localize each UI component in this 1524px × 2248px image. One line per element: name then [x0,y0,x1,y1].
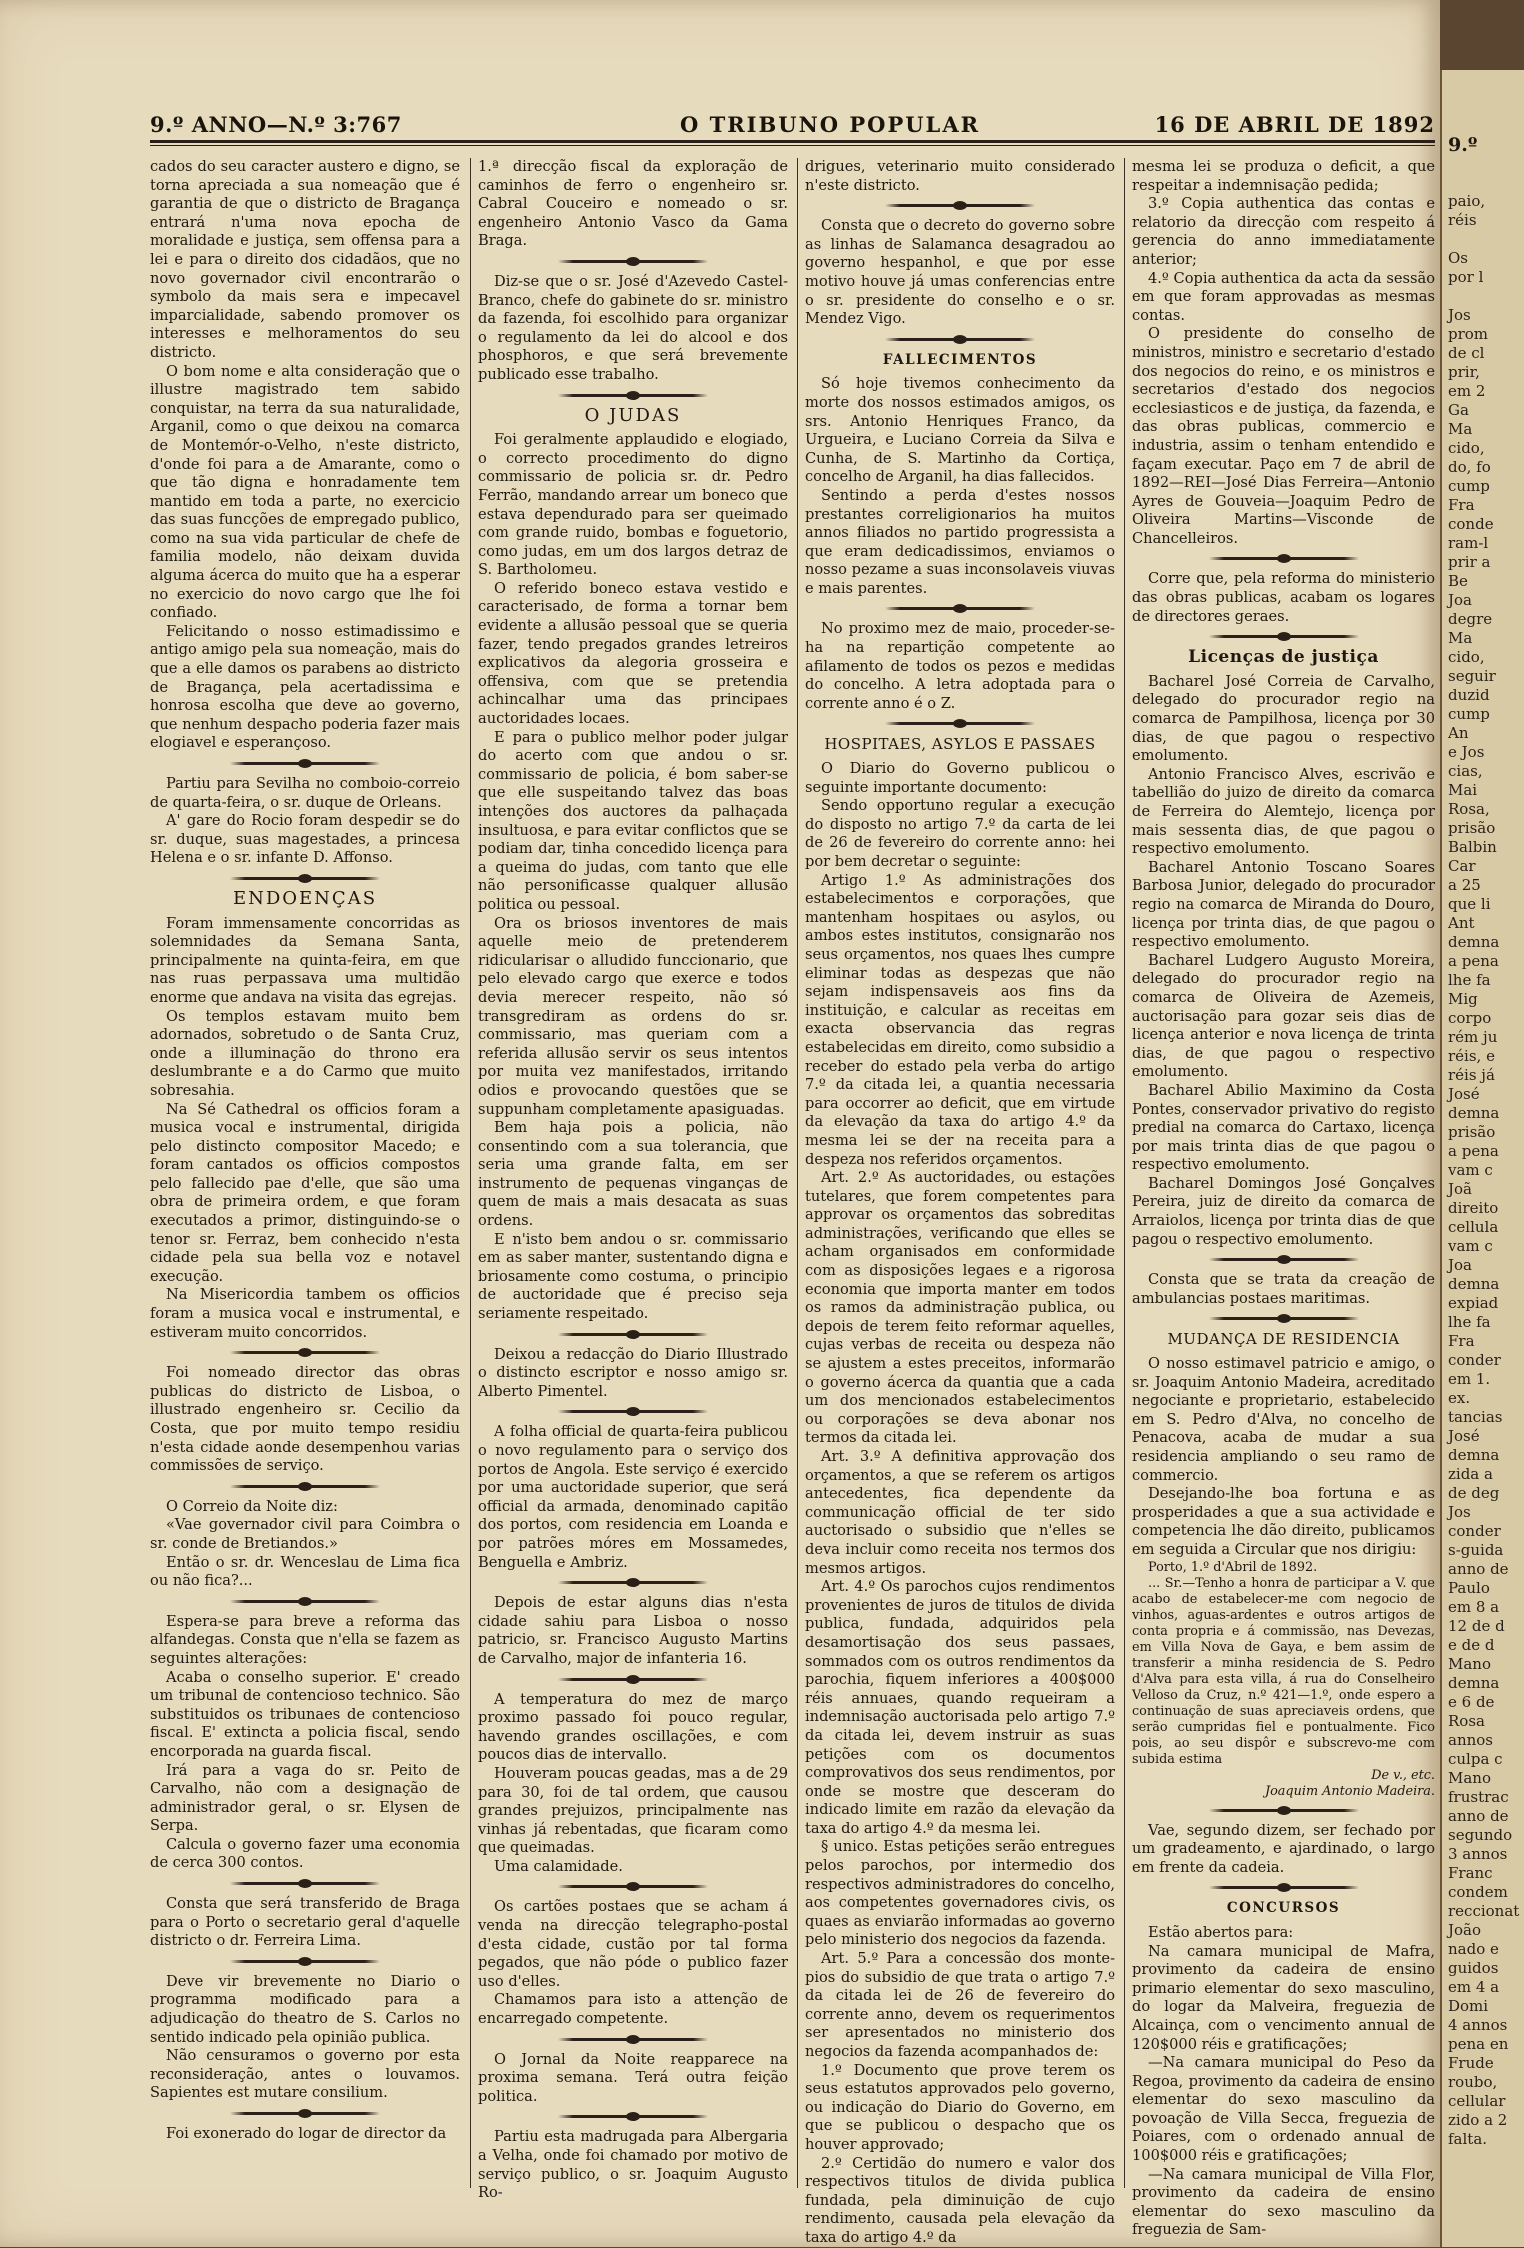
paragraph: Consta que o decreto do governo sobre as linhas de Salamanca desagradou ao governo hespanhol, e que por esse motivo houve já umas conferencias entre o sr. presidente do conselho e o sr. Mendez Vigo. [805,217,1115,328]
adjacent-page-line: e Jos [1448,743,1485,761]
adjacent-page-line: 12 de d [1448,1617,1505,1635]
section-divider [230,877,380,880]
adjacent-page-line: cido, [1448,439,1485,457]
paragraph: Não censuramos o governo por esta reconsideração, antes o louvamos. Sapientes est mutare consilium. [150,2047,460,2102]
adjacent-page-line: zido a 2 [1448,2111,1508,2129]
adjacent-page-line: lhe fa [1448,1313,1491,1331]
paragraph: Foi nomeado director das obras publicas do districto de Lisboa, o illustrado engenheiro sr. Cecilio da Costa, que por muito tempo residiu n'esta cidade aonde desempenhou varias commissões de serviço. [150,1364,460,1475]
paragraph: Na Misericordia tambem os officios foram a musica vocal e instrumental, e estiveram muito concorridos. [150,1286,460,1341]
paragraph: Bacharel José Correia de Carvalho, delegado do procurador regio na comarca de Pampilhosa, licença por 30 dias, de que pagou o respectivo emolumento. [1132,672,1435,765]
section-divider [558,2115,708,2118]
adjacent-page-line: corpo [1448,1009,1492,1027]
paragraph: 1.º Documento que prove terem os seus estatutos approvados pelo governo, ou indicação do Diario do Governo, em que se publicou o despacho que os houver approvado; [805,2061,1115,2153]
adjacent-page-line: demna [1448,933,1500,951]
adjacent-page-line: vam c [1448,1237,1493,1255]
adjacent-page-line: roubo, [1448,2073,1498,2091]
adjacent-page-line: demna [1448,1674,1500,1692]
adjacent-page-line: zida a [1448,1465,1493,1483]
paragraph: —Na camara municipal de Villa Flor, provimento da cadeira de ensino elementar do sexo masculino da freguezia de Sam- [1132,2165,1435,2239]
paragraph: Bacharel Abilio Maximino da Costa Pontes, conservador privativo do registo predial na comarca do Cartaxo, licença por mais trinta dias de que pagou o respectivo emolumento. [1132,1081,1435,1174]
adjacent-page-line: vam c [1448,1161,1493,1179]
adjacent-page-line: José [1448,1085,1480,1103]
adjacent-page-line: demna [1448,1446,1500,1464]
section-heading: HOSPITAES, ASYLOS E PASSAES [824,735,1096,754]
adjacent-page-line: em 1. [1448,1370,1491,1388]
adjacent-page-line: demna [1448,1104,1500,1122]
section-divider [1209,1886,1359,1889]
section-divider [885,204,1035,207]
adjacent-page-line: Rosa, [1448,800,1490,818]
paragraph: E para o publico melhor poder julgar do acerto com que andou o sr. commissario de policia, é bom saber-se que elle suspeitando talvez das boas intenções dos auctores da palhaçada insultuosa, e para evitar conflictos que se podiam dar, tinha concedido licença para a queima do judas, com tanto que elle não personificasse qualquer allusão politica ou pessoal. [478,728,788,913]
paragraph: Chamamos para isto a attenção de encarregado competente. [478,1991,788,2028]
paragraph: Art. 5.º Para a concessão dos monte-pios do subsidio de que trata o artigo 7.º da citada lei de 26 de fevereiro do corrente anno, devem os requerimentos ser apresentados no ministerio dos negocios da fazenda acompanhados de: [805,1950,1115,2060]
adjacent-page-line: e de d [1448,1636,1495,1654]
column-rule [797,158,798,2188]
adjacent-page-line: prisão [1448,1123,1496,1141]
adjacent-page-line: conder [1448,1351,1501,1369]
masthead-rule [150,140,1435,143]
adjacent-page-line: cido, [1448,648,1485,666]
adjacent-page-line: Joa [1448,591,1472,609]
adjacent-page-line: anno de [1448,1560,1509,1578]
adjacent-page-line: falta. [1448,2130,1488,2148]
paragraph: No proximo mez de maio, proceder-se-ha na repartição competente ao afilamento de todos os pezos e medidas do concelho. A letra adoptada para o corrente anno é o Z. [805,620,1115,712]
section-divider [558,1410,708,1413]
adjacent-page-line: conder [1448,1522,1501,1540]
adjacent-page-line: José [1448,1427,1480,1445]
issue-number: 9.º ANNO—N.º 3:767 [150,112,402,137]
paragraph: 3.º Copia authentica das contas e relatorio da direcção com respeito á gerencia do anno immediatamente anterior; [1132,195,1435,268]
paragraph: O referido boneco estava vestido e caracterisado, de forma a tornar bem evidente a allusão pessoal que se queria fazer, tendo pregados grandes letreiros explicativos da alegoria grosseira e offensiva, com que se pretendia achincalhar uma das principaes auctoridades locaes. [478,579,788,728]
paragraph: Acaba o conselho superior. E' creado um tribunal de contencioso technico. São substituidos os tribunaes de contencioso fiscal. E' extincta a policia fiscal, sendo encorporada na guarda fiscal. [150,1668,460,1760]
adjacent-page-line: Joã [1448,1180,1472,1198]
paragraph: Partiu esta madrugada para Albergaria a Velha, onde foi chamado por motivo de serviço publico, o sr. Joaquim Augusto Ro- [478,2128,788,2202]
adjacent-page-line: duzid [1448,686,1490,704]
circular-closing: De v., etc. [1371,1767,1435,1783]
paragraph: 4.º Copia authentica da acta da sessão em que foram approvadas as mesmas contas. [1132,269,1435,324]
adjacent-page-line: cellular [1448,2092,1506,2110]
adjacent-page-line: ex. [1448,1389,1471,1407]
adjacent-page-line: segundo [1448,1826,1513,1844]
column-rule [470,158,471,2188]
adjacent-page-line: em 8 a [1448,1598,1500,1616]
adjacent-page-line: Ma [1448,629,1473,647]
paragraph: Só hoje tivemos conhecimento da morte dos nossos estimados amigos, os srs. Antonio Henriques Franco, da Urgueira, e Luciano Correia da Silva e Cunha, de S. Martinho da Cortiça, concelho de Arganil, ha dias fallecidos. [805,375,1115,486]
paragraph: E n'isto bem andou o sr. commissario em as saber manter, sustentando digna e briosamente como costuma, o principio de auctoridade que é preciso seja seriamente respeitado. [478,1230,788,1323]
adjacent-page-line: Fra [1448,1332,1475,1350]
paragraph: Foi exonerado do logar de director da [166,2125,447,2142]
adjacent-page-line: prir, [1448,363,1480,381]
section-divider [558,2038,708,2041]
section-divider [558,1581,708,1584]
section-divider [558,1885,708,1888]
adjacent-page-line: Balbin [1448,838,1497,856]
adjacent-page-line: pena en [1448,2035,1509,2053]
paragraph: Sentindo a perda d'estes nossos prestantes correligionarios ha muitos annos filiados no partido progressista a que eram dedicadissimos, enviamos o nosso pezame a suas inconsolaveis viuvas e mais parentes. [805,486,1115,597]
section-divider [1209,635,1359,638]
adjacent-page-line: reccionat [1448,1902,1520,1920]
paragraph: Bacharel Ludgero Augusto Moreira, delegado do procurador regio na comarca de Oliveira de Azemeis, auctorisação para gozar seis dias de licença anterior e nova licença de trinta dias, de que pagou o respectivo emolumento. [1132,951,1435,1081]
adjacent-page-line: An [1448,724,1469,742]
quote: «Vae governador civil para Coimbra o sr. conde de Bretiandos.» [150,1516,460,1552]
adjacent-page-line: João [1448,1921,1482,1939]
paragraph: A temperatura do mez de março proximo passado foi pouco regular, havendo grandes oscillações, e com poucos dias de intervallo. [478,1690,788,1764]
paragraph: Felicitando o nosso estimadissimo e antigo amigo pela sua nomeação, mais do que a elle damos os parabens ao districto de Bragança, pela acertadissima e honrosa escolha que deve ao governo, que nenhum despacho poderia fazer mais elogiavel e esperançoso. [150,622,460,752]
section-divider [558,394,708,397]
column-2 [478,158,788,2202]
paragraph: Espera-se para breve a reforma das alfandegas. Consta que n'ella se fazem as seguintes alterações: [150,1612,460,1667]
section-divider [558,1333,708,1336]
adjacent-page-line: Ma [1448,420,1473,438]
adjacent-page-line: cump [1448,477,1490,495]
paragraph: Desejando-lhe boa fortuna e as prosperidades a que a sua actividade e competencia lhe dão direito, publicamos em seguida a Circular que nos dirigiu: [1132,1485,1435,1558]
paragraph: Bacharel Antonio Toscano Soares Barbosa Junior, delegado do procurador regio na comarca de Miranda do Douro, licença por trinta dias, de que pagou o respectivo emolumento. [1132,858,1435,951]
paragraph: O Diario do Governo publicou o seguinte importante documento: [805,760,1115,796]
paragraph: Sendo opportuno regular a execução do disposto no artigo 7.º da carta de lei de 26 de fevereiro do corrente anno: hei por bem decretar o seguinte: [805,797,1115,870]
paragraph: Antonio Francisco Alves, escrivão e tabellião do juizo de direito da comarca de Ferreira do Alemtejo, licença por mais sessenta dias, de que pagou o respectivo emolumento. [1132,765,1435,858]
paragraph: A folha official de quarta-feira publicou o novo regulamento para o serviço dos portos de Angola. Este serviço é exercido por uma auctoridade superior, que será official da armada, denominado capitão dos portos, com residencia em Loanda e por patrões móres em Mossamedes, Benguella e Ambriz. [478,1423,788,1571]
adjacent-page-line: Franc [1448,1864,1493,1882]
paragraph: 1.ª direcção fiscal da exploração de caminhos de ferro o engenheiro sr. Cabral Couceiro e nomeado o sr. engenheiro Antonio Vasco da Gama Braga. [478,158,788,250]
paragraph: Os templos estavam muito bem adornados, sobretudo o de Santa Cruz, onde a illuminação do throno era deslumbrante e a do Carmo que muito sobresahia. [150,1007,460,1099]
paragraph: Uma calamidade. [494,1857,623,1875]
section-divider [230,1351,380,1354]
adjacent-page-line: Paulo [1448,1579,1490,1597]
adjacent-page-line [1442,287,1524,306]
adjacent-page-line: Rosa [1448,1712,1485,1730]
adjacent-page-line: s-guida [1448,1541,1504,1559]
section-divider [230,2112,380,2115]
section-divider [230,1960,380,1963]
newspaper-title: O TRIBUNO POPULAR [680,112,981,137]
paragraph: § unico. Estas petições serão entregues pelos parochos, por intermedio dos respectivos administradores do concelho, aos competentes governadores civis, os quaes as enviarão informadas ao governo pelo ministerio dos negocios da fazenda. [805,1838,1115,1949]
paragraph: Corre que, pela reforma do ministerio das obras publicas, acabam os logares de directores geraes. [1132,570,1435,625]
section-heading: MUDANÇA DE RESIDENCIA [1167,1330,1400,1349]
adjacent-page-edge [1440,70,1524,2247]
paragraph: O bom nome e alta consideração que o illustre magistrado tem sabido conquistar, na terra da sua naturalidade, Arganil, como o que deixou na comarca de Montemór-o-Velho, n'este districto, d'onde foi para a de Amarante, como o que tão digna e honradamente tem mantido em toda a parte, no exercicio das suas funcções de empregado publico, como na sua vida particular de chefe de familia modelo, não deixam duvida alguma ácerca do muito que ha a esperar no exercicio do novo cargo que lhe foi confiado. [150,362,460,622]
adjacent-page-line [1442,230,1524,249]
adjacent-page-line: cump [1448,705,1490,723]
paragraph: —Na camara municipal do Peso da Regoa, provimento da cadeira de ensino elementar do sexo masculino da povoação de Villa Secca, freguezia de Poiares, com o ordenado annual de 100$000 réis e gratificações; [1132,2054,1435,2165]
adjacent-page-line: degre [1448,610,1493,628]
section-divider [885,722,1035,725]
paragraph: Foi geralmente applaudido e elogiado, o correcto procedimento do digno commissario de policia sr. dr. Pedro Ferrão, mandando arrear um boneco que estava dependurado para ser queimado com grande ruido, bombas e foguetorio, como judas, em um dos largos detraz de S. Bartholomeu. [478,431,788,579]
section-divider [885,607,1035,610]
circular-signature: Joaquim Antonio Madeira. [1264,1783,1435,1799]
paragraph: Então o sr. dr. Wenceslau de Lima fica ou não fica?... [150,1553,460,1590]
column-4 [1132,158,1435,2239]
circular-body: ... Sr.—Tenho a honra de participar a V. que acabo de estabelecer-me com negocio de vinhos, aguas-ardentes e outros artigos de conta propria e á commissão, nas Devezas, em Villa Nova de Gaya, e bem assim de transferir a minha residencia de S. Pedro d'Alva para esta villa, á rua do Conselheiro Velloso da Cruz, n.º 421—1.º, onde espero a continuação de suas apreciaveis ordens, que serão cumpridas fiel e pontualmente. Fico pois, ao seu dispôr e subscrevo-me com subida estima [1132,1575,1435,1767]
adjacent-page-line: de cl [1448,344,1485,362]
paragraph: Calcula o governo fazer uma economia de cerca 300 contos. [150,1835,460,1872]
adjacent-page-line: Mig [1448,990,1478,1008]
paragraph: Consta que será transferido de Braga para o Porto o secretario geral d'aquelle districto o dr. Ferreira Lima. [150,1895,460,1950]
paragraph: O Jornal da Noite reapparece na proxima semana. Terá outra feição politica. [478,2050,788,2105]
adjacent-page-line: em 2 [1448,382,1486,400]
paragraph: O presidente do conselho de ministros, ministro e secretario d'estado dos negocios do reino, e os ministros e secretarios d'estado dos negocios ecclesiasticos e de justiça, da fazenda, e das obras publicas, commercio e industria, assim o tenham entendido e façam executar. Paço em 7 de abril de 1892—REI—José Dias Ferreira—Antonio Ayres de Gouveia—Joaquim Pedro de Oliveira Martins—Visconde de Chancelleiros. [1132,325,1435,547]
adjacent-page-line: por l [1448,268,1484,286]
adjacent-page-line: nado e [1448,1940,1499,1958]
adjacent-page-line: Jos [1448,306,1471,324]
adjacent-page-line: Joa [1448,1256,1472,1274]
adjacent-page-line: a pena [1448,952,1499,970]
paragraph: drigues, veterinario muito considerado n'este districto. [805,158,1115,194]
paragraph: Estão abertos para: [1148,1923,1294,1941]
adjacent-page-line: em 4 a [1448,1978,1500,1996]
paragraph: Os cartões postaes que se acham á venda na direcção telegrapho-postal d'esta cidade, custão por tal forma pegados, que não póde o publico fazer uso d'elles. [478,1898,788,1990]
paragraph: Bacharel Domingos José Gonçalves Pereira, juiz de direito da comarca de Arraiolos, licença por trinta dias de que pagou o respectivo emolumento. [1132,1174,1435,1248]
paragraph: 2.º Certidão do numero e valor dos respectivos titulos de divida publica fundada, pela diminuição de cujo rendimento, causada pela elevação da taxa do artigo 4.º da [805,2154,1115,2246]
adjacent-page-line: do, fo [1448,458,1491,476]
adjacent-page-line: réis, e [1448,1047,1495,1065]
section-divider [558,260,708,263]
adjacent-page-line: Fra [1448,496,1475,514]
paragraph: Art. 3.º A definitiva approvação dos orçamentos, a que se referem os artigos antecedentes, fica dependente da communicação official de ter sido auctorisado o subsidio que n'elles se deva incluir como receita nos termos dos mesmos artigos. [805,1448,1115,1577]
adjacent-page-line: e 6 de [1448,1693,1495,1711]
adjacent-page-line: ram-l [1448,534,1489,552]
paragraph: Irá para a vaga do sr. Peito de Carvalho, não com a designação de administrador geral, o sr. Elysen de Serpa. [150,1761,460,1835]
adjacent-page-line: prisão [1448,819,1496,837]
adjacent-page-line: Car [1448,857,1476,875]
adjacent-page-line: cias, [1448,762,1483,780]
adjacent-page-line: a pena [1448,1142,1499,1160]
adjacent-page-line: Be [1448,572,1468,590]
section-divider [230,1882,380,1885]
paragraph: Art. 4.º Os parochos cujos rendimentos provenientes de juros de titulos de divida publica, fundada, adquiridos pela desamortisação dos seus passaes, sommados com os outros rendimentos da parochia, fiquem inferiores a 400$000 réis annuaes, quando requeiram a indemnisação auctorisada pelo artigo 7.º da citada lei, devem instruir as suas petições com os documentos comprovativos dos seus rendimentos, por onde se mostre que desceram do indicado limite em razão da elevação da taxa do artigo 4.º da mesma lei. [805,1578,1115,1837]
adjacent-page-line: Ga [1448,401,1469,419]
adjacent-page-line: Mano [1448,1655,1491,1673]
paragraph: Diz-se que o sr. José d'Azevedo Castel-Branco, chefe do gabinete do sr. ministro da fazenda, foi escolhido para organizar o regulamento da lei do alcool e dos phosphoros, e que será brevemente publicado esse trabalho. [478,272,788,383]
paragraph: O nosso estimavel patricio e amigo, o sr. Joaquim Antonio Madeira, acreditado negociante e proprietario, estabelecido em S. Pedro d'Alva, no concelho de Penacova, acaba de mudar a sua residencia ampliando o seu ramo de commercio. [1132,1355,1435,1484]
column-rule [1124,158,1125,2188]
paragraph: Vae, segundo dizem, ser fechado por um gradeamento, e ajardinado, o largo em frente da cadeia. [1132,1821,1435,1876]
adjacent-page-line: Frude [1448,2054,1494,2072]
paragraph: Houveram poucas geadas, mas a de 29 para 30, foi de tal ordem, que causou grandes prejuizos, principalmente nas vinhas já rebentadas, que ficaram como que queimadas. [478,1764,788,1857]
section-divider [1209,557,1359,560]
adjacent-page-line: tancias [1448,1408,1503,1426]
paragraph: Artigo 1.º As administrações dos estabelecimentos e corporações, que mantenham hospitaes ou asylos, ou ambos estes institutos, consignarão nos seus orçamentos, nos quaes lhes cumpre eliminar todas as despezas que não sejam indispensaveis aos fins da instituição, e calcular as receitas em exacta observancia das regras estabelecidas em direito, como subsidio a receber do estado pela verba do artigo 7.º da citada lei, a quantia necessaria para occorrer ao deficit, que em virtude da elevação da taxa do artigo 4.º da mesma lei se der na receita para a despeza nos referidos orçamentos. [805,871,1115,1168]
paragraph: Bem haja pois a policia, não consentindo com a sua tolerancia, que seria uma grande falta, em ser instrumento de pequenas vinganças de quem de mais a mais desacata as suas ordens. [478,1119,788,1230]
adjacent-page-line: 4 annos [1448,2016,1508,2034]
column-1 [150,158,460,2188]
section-divider [230,762,380,765]
adjacent-page-line: 3 annos [1448,1845,1508,1863]
adjacent-page-line: direito [1448,1199,1499,1217]
adjacent-page-line: annos [1448,1731,1493,1749]
paragraph: Ora os briosos inventores de mais aquelle meio de pretenderem ridicularisar o alludido funccionario, que pelo elevado cargo que exerce e todos devia merecer respeito, não só transgrediram as ordens do sr. commissario, mas queriam com a referida allusão servir os seus intentos por muita vez manifestados, irritando odios e provocando questões que se suppunham completamente apasiguadas. [478,914,788,1118]
paragraph: mesma lei se produza o deficit, a que respeitar a indemnisação pedida; [1132,158,1435,194]
adjacent-page-line: Domi [1448,1997,1489,2015]
section-divider [558,1678,708,1681]
adjacent-page-line: conde [1448,515,1494,533]
paragraph: Partiu para Sevilha no comboio-correio de quarta-feira, o sr. duque de Orleans. [150,775,460,811]
paragraph: Na camara municipal de Mafra, provimento da cadeira de ensino primario elementar do sexo masculino, do logar da Malveira, freguezia de Alcainça, com o vencimento annual de 120$000 réis e gratificações; [1132,1942,1435,2053]
adjacent-page-line: réis [1448,211,1477,229]
masthead-rule-thin [150,145,1435,146]
section-divider [1209,1258,1359,1261]
paragraph: Depois de estar alguns dias n'esta cidade sahiu para Lisboa o nosso patricio, sr. Francisco Augusto Martins de Carvalho, major de infanteria 16. [478,1594,788,1667]
paragraph: Art. 2.º As auctoridades, ou estações tutelares, que forem competentes para approvar os orçamentos das sobreditas administrações, verificando que elles se acham organisados em conformidade com as disposições legaes e a rigorosa economia que importa manter em todos os ramos da administração publica, ou depois de terem feito reformar aquelles, cujas verbas de receita ou despeza não se ajustem a estes preceitos, informarão o governo ácerca da quantia que a cada um dos mencionados estabelecimentos ou corporações se deva abonar nos termos da citada lei. [805,1169,1115,1447]
adjacent-page-line: prir a [1448,553,1491,571]
section-divider [1209,1809,1359,1812]
paragraph: Consta que se trata da creação de ambulancias postaes maritimas. [1132,1271,1435,1307]
adjacent-page-line: rém ju [1448,1028,1498,1046]
adjacent-page-line: Ant [1448,914,1475,932]
adjacent-page-line: Mano [1448,1769,1491,1787]
adjacent-page-line: de deg [1448,1484,1500,1502]
paragraph: cados do seu caracter austero e digno, se torna apreciada a sua nomeação que é garantia de que o districto de Bragança entrará n'uma nova epocha de moralidade e justiça, sem offensa para a lei e para o direito dos cidadãos, que no novo governador civil encontrarão o symbolo da mais sera e impecavel imparcialidade, sabendo promover os interesses e melhoramentos do seu districto. [150,158,460,361]
section-heading: ENDOENÇAS [232,887,378,909]
adjacent-page-line: Jos [1448,1503,1471,1521]
adjacent-page-line: prom [1448,325,1489,343]
adjacent-page-line: paio, [1448,192,1486,210]
section-heading: CONCURSOS [1226,1900,1341,1917]
adjacent-page-line: Os [1448,249,1468,267]
adjacent-page-line: réis já [1448,1066,1495,1084]
paragraph: Na Sé Cathedral os officios foram a musica vocal e instrumental, dirigida pelo distincto compositor Macedo; e foram cantados os officios compostos pelo fallecido pae d'elle, que são uma obra de primeira ordem, e que foram executados a primor, distinguindo-se o tenor sr. Ferraz, bem conhecido n'esta cidade pela sua bella voz e notavel execução. [150,1100,460,1285]
adjacent-page-line: frustrac [1448,1788,1509,1806]
adjacent-page-line: culpa c [1448,1750,1503,1768]
paragraph: Deixou a redacção do Diario Illustrado o distincto escriptor e nosso amigo sr. Alberto Pimentel. [478,1345,788,1400]
adjacent-page-line: guidos [1448,1959,1499,1977]
adjacent-page-line: seguir [1448,667,1496,685]
adjacent-page-header: 9.º [1448,134,1478,156]
section-divider [1209,1317,1359,1320]
adjacent-page-line: a 25 [1448,876,1481,894]
masthead [150,110,1435,140]
adjacent-page-line: expiad [1448,1294,1499,1312]
adjacent-page-line: Mai [1448,781,1478,799]
section-heading: O JUDAS [584,404,682,426]
adjacent-page-line: que li [1448,895,1491,913]
paragraph: Deve vir brevemente no Diario o programma modificado para a adjudicação do theatro de S. Carlos no sentido indicado pela opinião publica. [150,1972,460,2046]
section-divider [230,1485,380,1488]
section-heading: Licenças de justiça [1188,647,1379,668]
adjacent-page-line: condem [1448,1883,1508,1901]
issue-date: 16 DE ABRIL DE 1892 [1154,112,1435,137]
circular-line: Porto, 1.º d'Abril de 1892. [1148,1559,1318,1575]
section-heading: FALLECIMENTOS [882,351,1038,368]
section-divider [230,1600,380,1603]
adjacent-page-fragments [1442,192,1524,2149]
adjacent-page-line: lhe fa [1448,971,1491,989]
adjacent-page-line: cellula [1448,1218,1499,1236]
column-3 [805,158,1115,2246]
paragraph: A' gare do Rocio foram despedir se do sr. duque, suas magestades, a princesa Helena e o sr. infante D. Affonso. [150,812,460,867]
adjacent-page-line: demna [1448,1275,1500,1293]
adjacent-page-line: anno de [1448,1807,1509,1825]
paragraph: O Correio da Noite diz: [166,1497,338,1515]
section-divider [885,338,1035,341]
paragraph: Foram immensamente concorridas as solemnidades da Semana Santa, principalmente na quinta-feira, em que nas ruas perpassava uma multidão enorme que andava na visita das egrejas. [150,914,460,1006]
